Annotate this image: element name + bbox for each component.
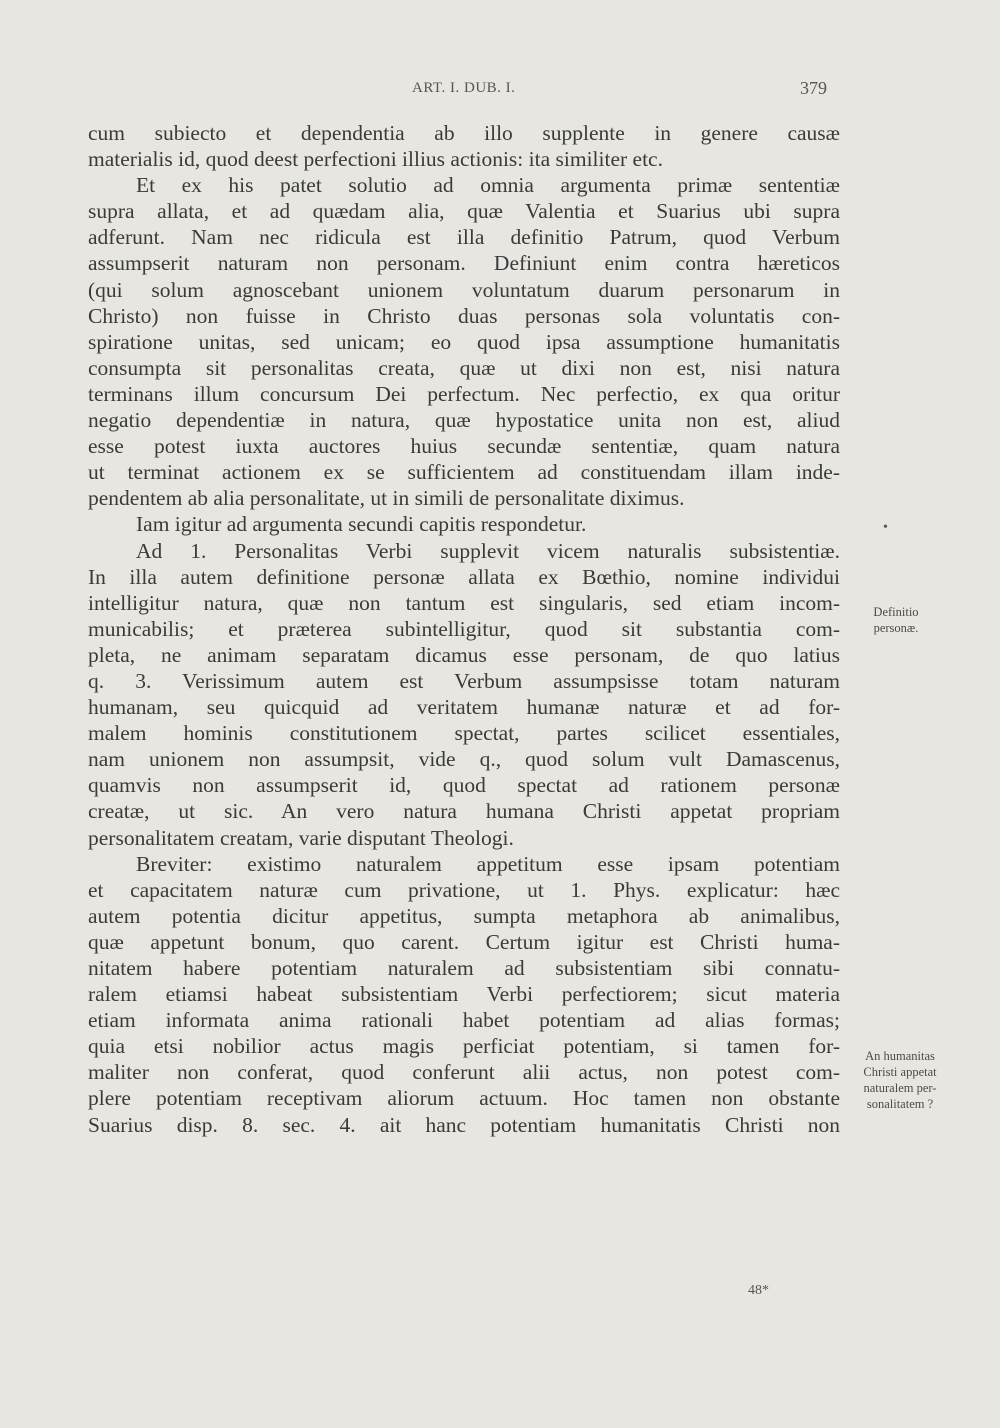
text-line: autem potentia dicitur appetitus, sumpta metaphora ab animalibus, xyxy=(88,903,840,928)
bullet-mark: • xyxy=(883,520,888,535)
text-line: quæ appetunt bonum, quo carent. Certum igitur est Christi huma- xyxy=(88,929,840,954)
text-line: spiratione unitas, sed unicam; eo quod ipsa assumptione humanitatis xyxy=(88,329,840,354)
text-line: Breviter: existimo naturalem appetitum esse ipsam potentiam xyxy=(136,851,840,876)
marginal-note-line: sonalitatem ? xyxy=(866,1097,934,1111)
marginal-note-an-humanitas xyxy=(842,1048,958,1112)
text-line: malem hominis constitutionem spectat, partes scilicet essentiales, xyxy=(88,721,840,746)
running-head: ART. I. DUB. I. xyxy=(412,80,516,96)
text-line: In illa autem definitione personæ allata ex Bœthio, nomine individui xyxy=(88,564,840,589)
text-line: ralem etiamsi habeat subsistentiam Verbi perfectiorem; sicut materia xyxy=(88,982,840,1007)
text-line: supra allata, et ad quædam alia, quæ Valentia et Suarius ubi supra xyxy=(88,199,840,224)
text-line: nam unionem non assumpsit, vide q., quod solum vult Damascenus, xyxy=(88,747,840,772)
text-line: intelligitur natura, quæ non tantum est singularis, sed etiam incom- xyxy=(88,590,840,615)
body-text xyxy=(88,120,840,1138)
page-number: 379 xyxy=(800,78,827,98)
text-line: negatio dependentiæ in natura, quæ hypostatice unita non est, aliud xyxy=(88,408,840,433)
text-line: ut terminat actionem ex se sufficientem ad constituendam illam inde- xyxy=(88,460,840,485)
text-line: pleta, ne animam separatam dicamus esse personam, de quo latius xyxy=(88,642,840,667)
text-line: q. 3. Verissimum autem est Verbum assumpsisse totam naturam xyxy=(88,668,840,693)
text-line: creatæ, ut sic. An vero natura humana Christi appetat propriam xyxy=(88,799,840,824)
text-line: esse potest iuxta auctores huius secundæ sententiæ, quam natura xyxy=(88,434,840,459)
signature-mark: 48* xyxy=(748,1283,769,1298)
text-line: Suarius disp. 8. sec. 4. ait hanc potentiam humanitatis Christi non xyxy=(88,1112,840,1137)
text-line: nitatem habere potentiam naturalem ad subsistentiam sibi connatu- xyxy=(88,956,840,980)
text-line: personalitatem creatam, varie disputant Theologi. xyxy=(88,825,514,850)
text-line: quia etsi nobilior actus magis perficiat potentiam, si tamen for- xyxy=(88,1034,840,1059)
text-line: humanam, seu quicquid ad veritatem humanæ naturæ et ad for- xyxy=(88,695,840,720)
text-line: terminans illum concursum Dei perfectum. Nec perfectio, ex qua oritur xyxy=(88,381,840,406)
marginal-note-line: personæ. xyxy=(873,621,919,635)
text-line: et capacitatem naturæ cum privatione, ut 1. Phys. explicatur: hæc xyxy=(88,877,840,902)
text-line: Christo) non fuisse in Christo duas personas sola voluntatis con- xyxy=(88,303,840,328)
text-line: (qui solum agnoscebant unionem voluntatum duarum personarum in xyxy=(88,277,840,302)
text-line: etiam informata anima rationali habet potentiam ad alias formas; xyxy=(88,1008,840,1033)
text-line: consumpta sit personalitas creata, quæ ut dixi non est, nisi natura xyxy=(88,355,840,380)
text-line: adferunt. Nam nec ridicula est illa definitio Patrum, quod Verbum xyxy=(88,225,840,250)
marginal-note-line: Definitio xyxy=(873,605,919,619)
text-line: municabilis; et præterea subintelligitur, quod sit substantia com- xyxy=(88,616,840,641)
text-line: Et ex his patet solutio ad omnia argumenta primæ sententiæ xyxy=(136,173,840,198)
text-line: assumpserit naturam non personam. Definiunt enim contra hæreticos xyxy=(88,251,840,276)
marginal-note-line: An humanitas xyxy=(865,1049,935,1063)
marginal-note-line: naturalem per- xyxy=(863,1081,937,1095)
marginal-note-line: Christi appetat xyxy=(863,1065,937,1079)
marginal-note-definitio xyxy=(856,604,936,636)
text-line: materialis id, quod deest perfectioni illius actionis: ita similiter etc. xyxy=(88,147,663,172)
text-line: cum subiecto et dependentia ab illo supplente in genere causæ xyxy=(88,121,840,145)
text-line: plere potentiam receptivam aliorum actuum. Hoc tamen non obstante xyxy=(88,1086,840,1111)
text-line: Ad 1. Personalitas Verbi supplevit vicem naturalis subsistentiæ. xyxy=(136,538,840,563)
text-line: quamvis non assumpserit id, quod spectat ad rationem personæ xyxy=(88,773,840,798)
text-line: Iam igitur ad argumenta secundi capitis respondetur. xyxy=(136,512,587,537)
text-line: maliter non conferat, quod conferunt alii actus, non potest com- xyxy=(88,1060,840,1085)
text-line: pendentem ab alia personalitate, ut in simili de personalitate diximus. xyxy=(88,486,685,511)
